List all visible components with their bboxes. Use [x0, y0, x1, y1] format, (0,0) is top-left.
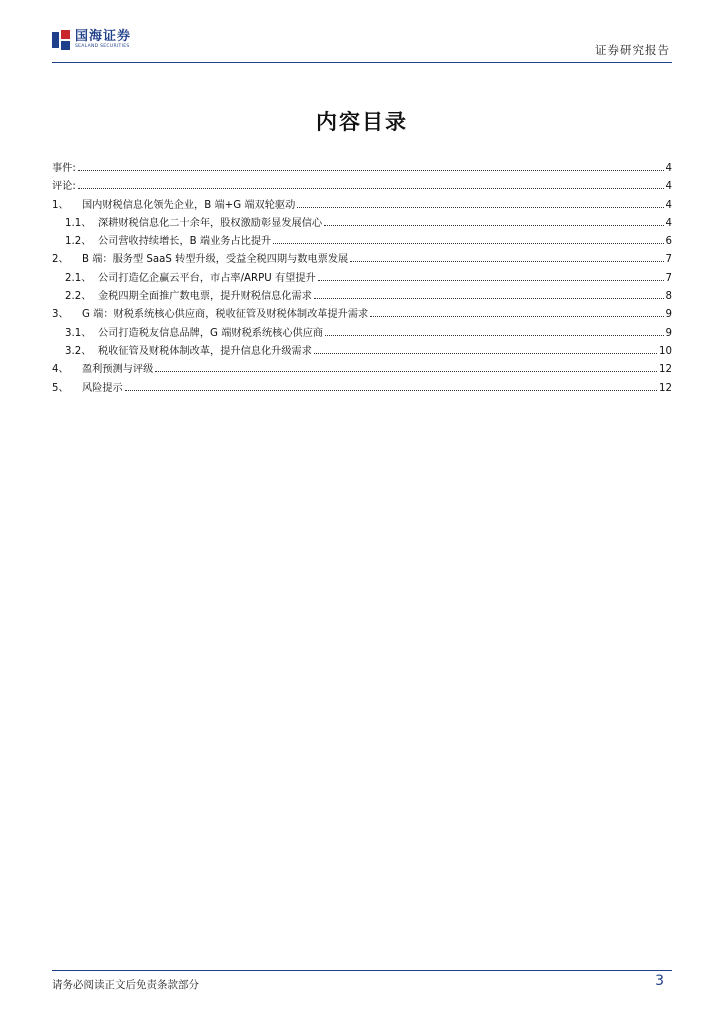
- toc-entry-title: 盈利预测与评级: [82, 364, 154, 376]
- toc-entry-title: 公司打造亿企赢云平台，市占率/ARPU 有望提升: [98, 272, 316, 284]
- toc-entry-page: 8: [665, 291, 672, 303]
- toc-entry-number: 3.1、: [65, 327, 92, 339]
- toc-leader-dots: [297, 206, 663, 208]
- logo-name-cn: 国海证券: [75, 29, 132, 45]
- toc-leader-dots: [125, 389, 657, 391]
- toc-entry-number: 4、: [52, 364, 69, 376]
- toc-leader-dots: [314, 352, 657, 354]
- logo-name-en: SEALAND SECURITIES: [75, 44, 130, 50]
- toc-entry-page: 9: [665, 327, 672, 339]
- toc-leader-dots: [325, 334, 663, 336]
- toc-entry-title: 公司营收持续增长，B 端业务占比提升: [98, 236, 272, 248]
- toc-entry[interactable]: [52, 177, 672, 195]
- toc-leader-dots: [155, 370, 657, 372]
- toc-entry-page: 4: [665, 163, 672, 174]
- toc-entry-title: 风险提示: [82, 382, 123, 394]
- toc-entry-number: 2.1、: [65, 272, 92, 284]
- toc-entry-number: 2.2、: [65, 291, 92, 303]
- toc-entry-page: 7: [665, 272, 672, 284]
- toc-entry-page: 4: [665, 181, 672, 193]
- page-footer: [52, 970, 672, 991]
- toc-entry[interactable]: [52, 269, 672, 287]
- toc-entry-page: 12: [659, 382, 672, 394]
- toc-entry[interactable]: [52, 214, 672, 232]
- toc-leader-dots: [273, 242, 663, 244]
- toc-entry-number: 1.2、: [65, 236, 92, 248]
- toc-entry-number: 3.2、: [65, 345, 92, 357]
- toc-leader-dots: [78, 169, 664, 171]
- toc-entry[interactable]: [52, 342, 672, 360]
- toc-entry-page: 4: [665, 217, 672, 229]
- toc-entry-title: G 端：财税系统核心供应商，税收征管及财税体制改革提升需求: [82, 309, 369, 321]
- logo-mark-icon: [52, 30, 70, 50]
- toc-entry-number: 5、: [52, 382, 69, 394]
- toc-leader-dots: [314, 297, 664, 299]
- toc-entry-page: 10: [659, 345, 672, 357]
- toc-entry-number: 3、: [52, 309, 69, 321]
- toc-entry-number: 2、: [52, 254, 69, 266]
- table-of-contents: [52, 159, 672, 397]
- toc-entry[interactable]: [52, 250, 672, 268]
- company-logo: [52, 30, 131, 50]
- toc-entry[interactable]: [52, 287, 672, 305]
- toc-entry-number: 1.1、: [65, 217, 92, 229]
- toc-entry-page: 7: [665, 254, 672, 266]
- toc-entry-title: 公司打造税友信息品牌，G 端财税系统核心供应商: [98, 327, 324, 339]
- toc-entry-title: 深耕财税信息化二十余年，股权激励彰显发展信心: [98, 217, 323, 229]
- toc-entry-title: 税收征管及财税体制改革，提升信息化升级需求: [98, 345, 312, 357]
- toc-leader-dots: [370, 315, 663, 317]
- toc-entry[interactable]: [52, 360, 672, 378]
- toc-entry-number: 1、: [52, 199, 69, 211]
- page-header: [52, 28, 672, 63]
- page-number: 3: [655, 973, 664, 989]
- toc-entry[interactable]: [52, 232, 672, 250]
- disclaimer-note: 请务必阅读正文后免责条款部分: [52, 979, 199, 991]
- toc-leader-dots: [78, 187, 664, 189]
- report-type: 证券研究报告: [595, 43, 670, 57]
- toc-entry-title: 事件:: [52, 163, 76, 174]
- toc-leader-dots: [318, 279, 664, 281]
- toc-entry-page: 4: [665, 199, 672, 211]
- toc-entry-title: 评论:: [52, 181, 76, 193]
- toc-entry-page: 9: [665, 309, 672, 321]
- toc-entry[interactable]: [52, 305, 672, 323]
- toc-leader-dots: [324, 224, 663, 226]
- toc-entry[interactable]: [52, 159, 672, 177]
- toc-entry-title: 金税四期全面推广数电票，提升财税信息化需求: [98, 291, 312, 303]
- toc-entry[interactable]: [52, 196, 672, 214]
- toc-entry-title: 国内财税信息化领先企业，B 端+G 端双轮驱动: [82, 199, 296, 211]
- toc-entry-title: B 端：服务型 SaaS 转型升级，受益全税四期与数电票发展: [82, 254, 349, 266]
- toc-entry[interactable]: [52, 379, 672, 397]
- toc-entry[interactable]: [52, 324, 672, 342]
- toc-title: 内容目录: [316, 109, 408, 134]
- toc-entry-page: 6: [665, 236, 672, 248]
- toc-entry-page: 12: [659, 364, 672, 376]
- toc-leader-dots: [350, 260, 663, 262]
